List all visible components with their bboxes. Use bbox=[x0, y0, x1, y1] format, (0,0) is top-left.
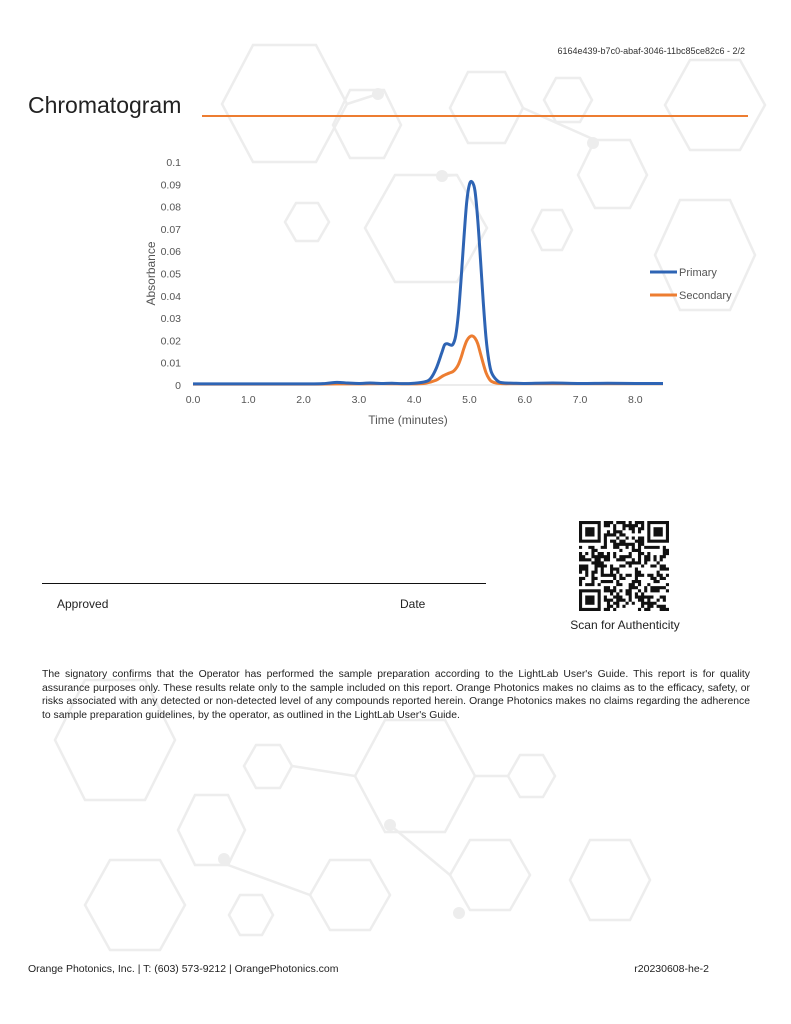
y-tick-label: 0.03 bbox=[160, 313, 181, 326]
x-tick-label: 5.0 bbox=[462, 394, 477, 406]
x-tick-label: 4.0 bbox=[406, 394, 422, 406]
signature-line bbox=[42, 583, 486, 584]
series-line-secondary bbox=[193, 336, 663, 384]
date-label: Date bbox=[400, 597, 426, 611]
chromatogram-chart bbox=[0, 0, 791, 440]
x-tick-label: 3.0 bbox=[351, 394, 367, 406]
y-tick-label: 0.04 bbox=[160, 290, 181, 303]
qr-caption: Scan for Authenticity bbox=[570, 618, 680, 632]
series-line-primary bbox=[193, 181, 663, 384]
section-title: Chromatogram bbox=[28, 92, 182, 118]
x-tick-label: 1.0 bbox=[240, 394, 256, 406]
x-axis-label: Time (minutes) bbox=[368, 413, 448, 427]
x-tick-label: 8.0 bbox=[628, 394, 643, 406]
qr-code[interactable] bbox=[579, 521, 669, 611]
y-tick-label: 0.01 bbox=[160, 357, 181, 370]
legend-label-secondary: Secondary bbox=[679, 290, 732, 302]
x-tick-label: 0.0 bbox=[185, 394, 201, 406]
x-tick-label: 2.0 bbox=[296, 394, 311, 406]
footer-company-info: Orange Photonics, Inc. | T: (603) 573-9212 | OrangePhotonics.com bbox=[28, 963, 339, 975]
y-tick-label: 0.02 bbox=[160, 335, 181, 348]
footer-revision: r20230608-he-2 bbox=[634, 963, 709, 975]
y-tick-label: 0 bbox=[175, 380, 181, 392]
y-tick-label: 0.07 bbox=[160, 223, 181, 236]
x-tick-label: 6.0 bbox=[517, 394, 533, 406]
y-tick-label: 0.1 bbox=[166, 157, 181, 169]
disclaimer-text: The signatory confirms that the Operator has performed the sample preparation according to the LightLab User's Guide. This report is for quality assurance purposes only. These results relate only to the sample included on this report. Orange Photonics makes no claims as to the efficacy, safety, or risks associated with any detected or non-detected level of any compounds reported herein. Orange Photonics makes no claims regarding the adherence to sample preparation guidelines, by the operator, as outlined in the LightLab User's Guide. bbox=[42, 669, 750, 721]
y-tick-label: 0.08 bbox=[160, 201, 181, 214]
x-tick-label: 7.0 bbox=[572, 394, 588, 406]
chart-legend bbox=[650, 267, 732, 302]
approved-label: Approved bbox=[57, 597, 109, 611]
document-id: 6164e439-b7c0-abaf-3046-11bc85ce82c6 - 2/2 bbox=[557, 46, 745, 56]
y-tick-label: 0.09 bbox=[160, 179, 181, 192]
y-tick-label: 0.05 bbox=[160, 268, 181, 281]
y-tick-label: 0.06 bbox=[160, 246, 181, 259]
y-axis-label: Absorbance bbox=[144, 241, 158, 306]
legend-label-primary: Primary bbox=[679, 267, 717, 279]
